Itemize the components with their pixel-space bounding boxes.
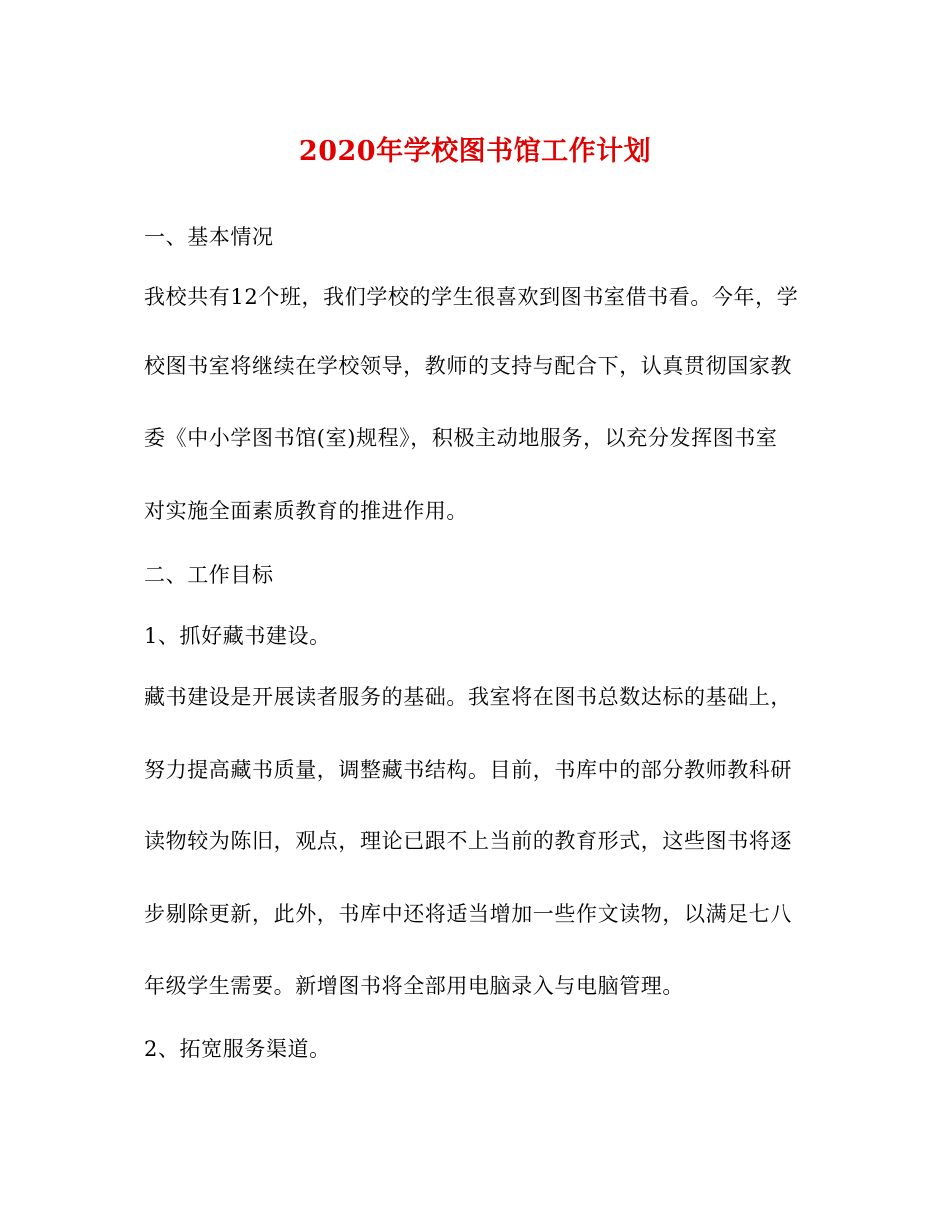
paragraph-line: 读物较为陈旧，观点，理论已跟不上当前的教育形式，这些图书将逐	[144, 829, 792, 853]
document-title: 2020年学校图书馆工作计划	[298, 136, 652, 167]
paragraph-line: 我校共有12个班，我们学校的学生很喜欢到图书室借书看。今年，学	[144, 285, 799, 309]
paragraph-line: 年级学生需要。新增图书将全部用电脑录入与电脑管理。	[144, 974, 684, 998]
subheading-service-channels: 2、拓宽服务渠道。	[144, 1037, 331, 1061]
section-heading-work-goals: 二、工作目标	[144, 563, 274, 587]
paragraph-line: 藏书建设是开展读者服务的基础。我室将在图书总数达标的基础上，	[144, 685, 792, 709]
paragraph-line: 委《中小学图书馆(室)规程》，积极主动地服务，以充分发挥图书室	[144, 426, 778, 450]
paragraph-line: 努力提高藏书质量，调整藏书结构。目前，书库中的部分教师教科研	[144, 758, 792, 782]
paragraph-line: 对实施全面素质教育的推进作用。	[144, 499, 468, 523]
paragraph-line: 步剔除更新，此外，书库中还将适当增加一些作文读物，以满足七八	[144, 902, 792, 926]
section-heading-basic-situation: 一、基本情况	[144, 225, 274, 249]
subheading-collection-building: 1、抓好藏书建设。	[144, 624, 331, 648]
paragraph-line: 校图书室将继续在学校领导，教师的支持与配合下，认真贯彻国家教	[144, 354, 792, 378]
